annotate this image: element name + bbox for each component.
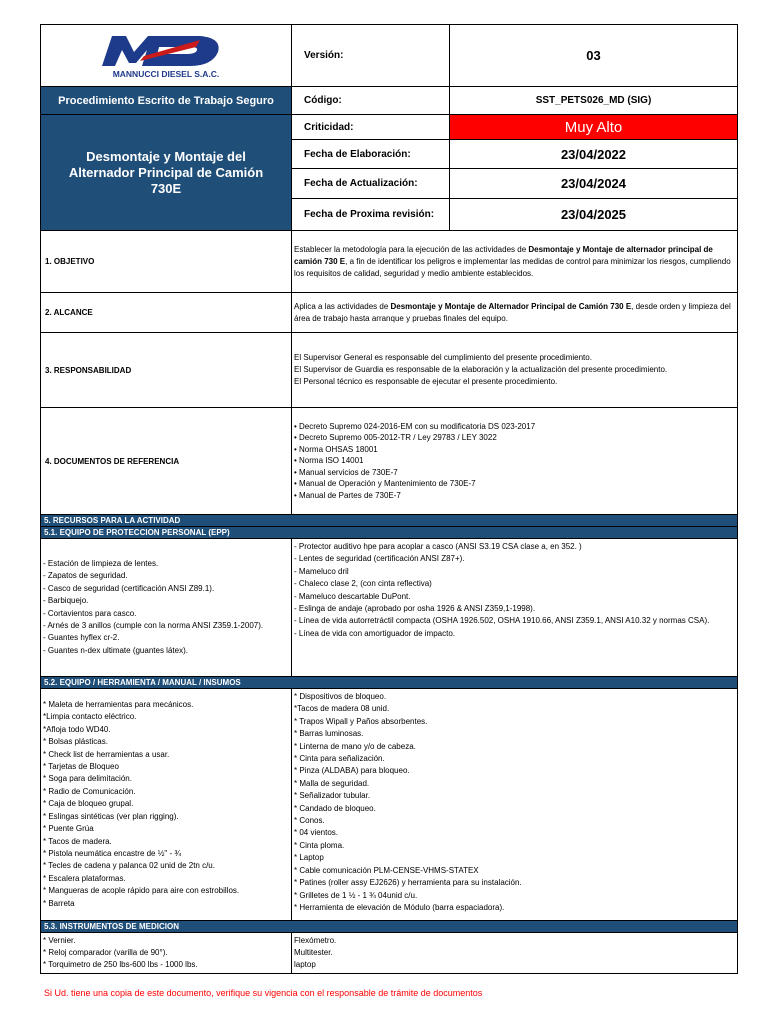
list-item: * Tacos de madera. — [43, 836, 112, 846]
list-item: * Pinza (ALDABA) para bloqueo. — [294, 766, 410, 776]
list-item: • Manual servicios de 730E-7 — [294, 467, 398, 477]
list-item: * Reloj comparador (varilla de 90°). — [43, 948, 168, 957]
list-item: Multitester. — [294, 948, 333, 957]
list-item: * 04 vientos. — [294, 828, 339, 838]
list-item: * Tecles de cadena y palanca 02 unid de 2tn c/u. — [43, 861, 215, 871]
equipo-left-list — [41, 689, 292, 921]
procedure-title-text: Desmontaje y Montaje del Alternador Principal de Camión 730E — [68, 148, 264, 196]
list-item: - Eslinga de andaje (aprobado por osha 1926 & ANSI Z359,1-1998). — [294, 604, 536, 614]
list-item: * Linterna de mano y/o de cabeza. — [294, 741, 416, 751]
list-item: * Laptop — [294, 853, 324, 863]
list-item: * Trapos Wipall y Paños absorbentes. — [294, 716, 428, 726]
version-value: 03 — [450, 25, 738, 87]
documentos-label: 4. DOCUMENTOS DE REFERENCIA — [41, 408, 292, 515]
list-item: • Decreto Supremo 005-2012-TR / Ley 29783 / LEY 3022 — [294, 433, 497, 443]
list-item: * Tarjetas de Bloqueo — [43, 762, 119, 772]
list-item: * Grilletes de 1 ½ - 1 ¾ 04unid c/u. — [294, 890, 418, 900]
epp-header: 5.1. EQUIPO DE PROTECCION PERSONAL (EPP) — [41, 527, 738, 539]
list-item: - Chaleco clase 2, (con cinta reflectiva) — [294, 579, 432, 589]
update-date-label: Fecha de Actualización: — [292, 169, 450, 199]
list-item: * Pistola neumática encastre de ½" - ¾ — [43, 848, 182, 858]
epp-left-list — [41, 539, 292, 677]
list-item: * Candado de bloqueo. — [294, 803, 376, 813]
footer-note: Si Ud. tiene una copia de este documento, verifique su vigencia con el responsable de trámite de documentos — [44, 988, 483, 998]
list-item: * Radio de Comunicación. — [43, 786, 136, 796]
instrumentos-right-list — [292, 933, 738, 974]
list-item: • Manual de Partes de 730E-7 — [294, 490, 401, 500]
list-item: - Mameluco descartable DuPont. — [294, 591, 411, 601]
list-item: * Escalera plataformas. — [43, 873, 126, 883]
next-review-value: 23/04/2025 — [450, 199, 738, 231]
list-item: - Estación de limpieza de lentes. — [43, 558, 159, 568]
list-item: • Norma OHSAS 18001 — [294, 444, 378, 454]
list-item: * Dispositivos de bloqueo. — [294, 692, 387, 701]
list-item: * Barras luminosas. — [294, 729, 364, 739]
list-item: *Afloja todo WD40. — [43, 724, 111, 734]
pets-table — [40, 24, 738, 974]
company-logo — [96, 30, 236, 80]
responsabilidad-line: El Personal técnico es responsable de ejecutar el presente procedimiento. — [294, 377, 558, 386]
list-item: - Línea de vida con amortiguador de impacto. — [294, 628, 455, 638]
list-item: - Cortavientos para casco. — [43, 608, 137, 618]
list-item: Flexómetro. — [294, 936, 337, 945]
list-item: • Decreto Supremo 024-2016-EM con su modificatoria DS 023-2017 — [294, 421, 536, 431]
list-item: * Vernier. — [43, 936, 76, 945]
list-item: * Maleta de herramientas para mecánicos. — [43, 700, 194, 710]
objetivo-text-2: , a fin de identificar los peligros e implementar las medidas de control para minimizar los riesgos, cumpliendo los requisitos de calidad, seguridad y medio ambiente establecidos. — [294, 256, 731, 278]
responsabilidad-label: 3. RESPONSABILIDAD — [41, 333, 292, 408]
list-item: *Tacos de madera 08 unid. — [294, 704, 390, 714]
list-item: * Check list de herramientas a usar. — [43, 749, 170, 759]
objetivo-label: 1. OBJETIVO — [41, 231, 292, 293]
list-item: laptop — [294, 960, 316, 969]
elaboration-date-label: Fecha de Elaboración: — [292, 140, 450, 169]
list-item: - Lentes de seguridad (certificación ANSI Z87+). — [294, 554, 465, 564]
responsabilidad-text — [292, 333, 738, 408]
criticality-value: Muy Alto — [450, 115, 738, 140]
list-item: * Conos. — [294, 816, 325, 826]
responsabilidad-line: El Supervisor de Guardia es responsable de la elaboración y la actualización del presente procedimiento. — [294, 365, 668, 374]
list-item: - Protector auditivo hpe para acoplar a casco (ANSI S3.19 CSA clase a, en 352. ) — [294, 542, 582, 551]
company-name: MANNUCCI DIESEL S.A.C. — [112, 68, 220, 79]
logo-cell — [41, 25, 292, 87]
version-label: Versión: — [292, 25, 450, 87]
alcance-text-1: Aplica a las actividades de — [294, 301, 391, 311]
epp-right-list — [292, 539, 738, 677]
doc-type: Procedimiento Escrito de Trabajo Seguro — [41, 87, 292, 115]
logo-m-shape — [102, 36, 162, 66]
list-item: *Limpia contacto eléctrico. — [43, 712, 137, 722]
list-item: * Barreta — [43, 898, 75, 908]
list-item: - Zapatos de seguridad. — [43, 571, 128, 581]
list-item: - Guantes n-dex ultimate (guantes látex). — [43, 645, 188, 655]
elaboration-date-value: 23/04/2022 — [450, 140, 738, 169]
list-item: * Patines (roller assy EJ2626) y herramienta para su instalación. — [294, 878, 522, 888]
recursos-header: 5. RECURSOS PARA LA ACTIVIDAD — [41, 515, 738, 527]
list-item: - Casco de seguridad (certificación ANSI Z89.1). — [43, 583, 215, 593]
alcance-text — [292, 293, 738, 333]
list-item: * Herramienta de elevación de Módulo (barra espaciadora). — [294, 902, 505, 912]
list-item: * Cable comunicación PLM-CENSE-VHMS-STATEX — [294, 865, 479, 875]
criticality-label: Criticidad: — [292, 115, 450, 140]
list-item: - Línea de vida autorretráctil compacta (OSHA 1926.502, OSHA 1910.66, ANSI Z359.1, ANSI A10.32 y normas CSA). — [294, 616, 710, 626]
list-item: - Barbiquejo. — [43, 596, 89, 606]
list-item: - Arnés de 3 anillos (cumple con la norma ANSI Z359.1-2007). — [43, 620, 264, 630]
instrumentos-header: 5.3. INSTRUMENTOS DE MEDICION — [41, 921, 738, 933]
instrumentos-left-list — [41, 933, 292, 974]
list-item: - Mameluco dril — [294, 566, 349, 576]
documentos-list — [292, 408, 738, 515]
list-item: * Puente Grúa — [43, 824, 94, 834]
responsabilidad-line: El Supervisor General es responsable del cumplimiento del presente procedimiento. — [294, 353, 592, 362]
list-item: • Norma ISO 14001 — [294, 456, 364, 466]
procedure-title — [41, 115, 292, 231]
list-item: * Torquimetro de 250 lbs-600 lbs - 1000 lbs. — [43, 960, 198, 969]
objetivo-bold: Desmontaje y Montaje de alternador principal de camión 730 E — [294, 244, 713, 266]
list-item: * Caja de bloqueo grupal. — [43, 799, 134, 809]
update-date-value: 23/04/2024 — [450, 169, 738, 199]
code-label: Código: — [292, 87, 450, 115]
alcance-label: 2. ALCANCE — [41, 293, 292, 333]
code-value: SST_PETS026_MD (SIG) — [450, 87, 738, 115]
equipo-header: 5.2. EQUIPO / HERRAMIENTA / MANUAL / INSUMOS — [41, 677, 738, 689]
alcance-bold: Desmontaje y Montaje de Alternador Principal de Camión 730 E — [390, 301, 632, 311]
list-item: * Cinta ploma. — [294, 840, 345, 850]
list-item: * Soga para delimitación. — [43, 774, 132, 784]
list-item: * Cinta para señalización. — [294, 754, 385, 764]
alcance-text-2: , desde orden y limpieza del área de trabajo hasta arranque y pruebas finales del equipo. — [294, 301, 731, 323]
equipo-right-list — [292, 689, 738, 921]
list-item: * Mangueras de acople rápido para aire con estrobillos. — [43, 886, 240, 896]
list-item: * Eslingas sintéticas (ver plan rigging). — [43, 811, 179, 821]
list-item: • Manual de Operación y Mantenimiento de 730E-7 — [294, 479, 476, 489]
objetivo-text — [292, 231, 738, 293]
list-item: * Bolsas plásticas. — [43, 737, 108, 747]
objetivo-text-1: Establecer la metodología para la ejecución de las actividades de — [294, 244, 529, 254]
next-review-label: Fecha de Proxima revisión: — [292, 199, 450, 231]
document — [40, 24, 737, 974]
list-item: * Señalizador tubular. — [294, 791, 371, 801]
list-item: - Guantes hyflex cr-2. — [43, 633, 120, 643]
list-item: * Malla de seguridad. — [294, 778, 370, 788]
